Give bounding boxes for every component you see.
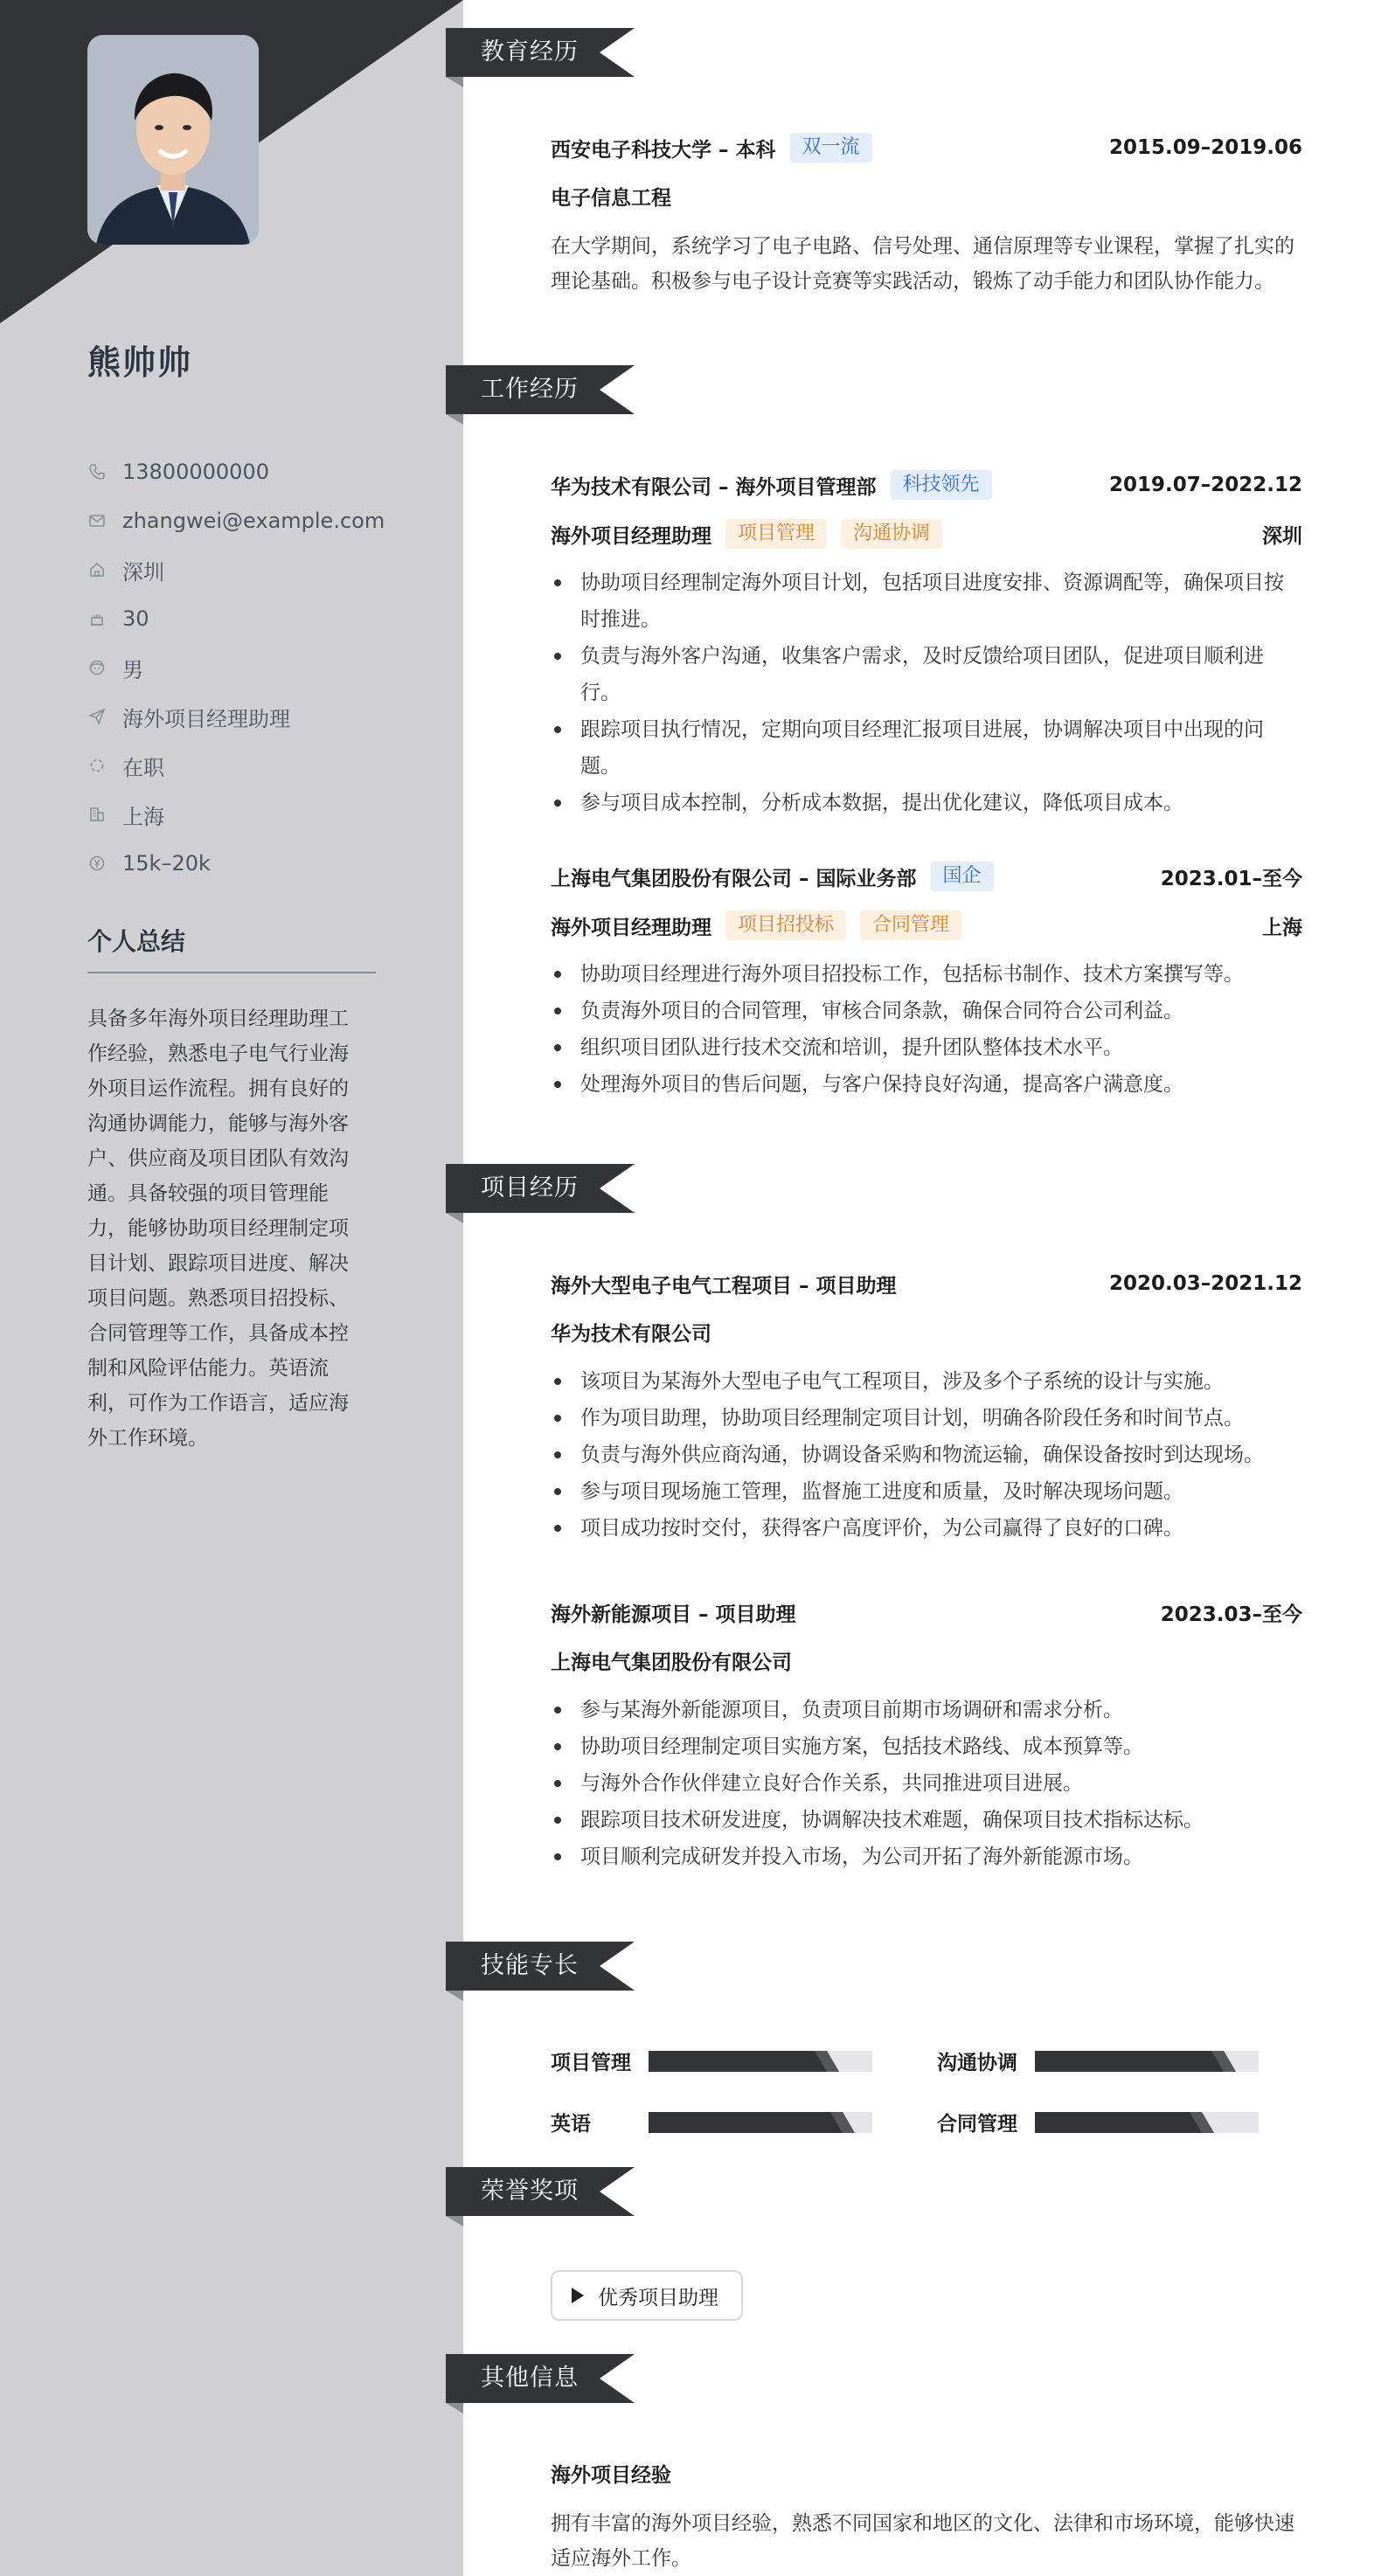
work-1-header — [551, 468, 1302, 502]
home-icon — [87, 560, 107, 579]
summary-divider — [87, 972, 376, 973]
contact-age — [87, 594, 385, 643]
skill-item — [937, 2108, 1259, 2136]
skill-name: 沟通协调 — [937, 2052, 1017, 2074]
skill-item — [551, 2108, 872, 2136]
project-1-date: 2020.03–2021.12 — [1108, 1272, 1302, 1295]
project-1-bullets — [551, 1363, 1302, 1547]
list-item: 协助项目经理进行海外项目招投标工作，包括标书制作、技术方案撰写等。 — [551, 956, 1302, 993]
sidebar — [0, 0, 463, 2576]
work-2-city: 上海 — [1262, 916, 1302, 939]
send-icon — [87, 707, 107, 726]
section-header-other — [446, 2354, 638, 2403]
section-title-skills: 技能专长 — [481, 1952, 579, 1979]
list-item: 该项目为某海外大型电子电气工程项目，涉及多个子系统的设计与实施。 — [551, 1363, 1302, 1400]
skill-bar-fill — [1035, 2051, 1236, 2072]
education-tag: 双一流 — [790, 133, 872, 163]
contact-city — [87, 790, 385, 839]
other-description: 拥有丰富的海外项目经验，熟悉不同国家和地区的文化、法律和市场环境，能够快速适应海外工作。 — [551, 2512, 1294, 2570]
contact-salary — [87, 839, 385, 888]
education-date: 2015.09–2019.06 — [1108, 136, 1302, 159]
section-title-projects: 项目经历 — [481, 1174, 579, 1201]
contact-city-text: 上海 — [122, 804, 164, 829]
contact-gender-text: 男 — [122, 657, 143, 682]
work-1-role: 海外项目经理助理 — [551, 524, 711, 548]
section-title-other: 其他信息 — [481, 2365, 579, 2392]
summary-title: 个人总结 — [87, 927, 186, 956]
work-1-company: 华为技术有限公司 – 海外项目管理部 — [551, 475, 877, 499]
money-icon — [87, 854, 107, 873]
skill-bar-fill — [649, 2112, 855, 2133]
education-description: 在大学期间，系统学习了电子电路、信号处理、通信原理等专业课程，掌握了扎实的理论基础。积极参与电子设计竞赛等实践活动，锻炼了动手能力和团队协作能力。 — [551, 235, 1294, 293]
skill-name: 英语 — [551, 2113, 591, 2136]
project-2-company: 上海电气集团股份有限公司 — [551, 1652, 792, 1674]
list-item: 处理海外项目的售后问题，与客户保持良好沟通，提高客户满意度。 — [551, 1066, 1302, 1103]
education-header — [551, 131, 1302, 164]
skill-level-bar — [1035, 2112, 1259, 2133]
mail-icon — [87, 511, 107, 530]
contact-status — [87, 741, 385, 790]
work-2-skill-tag: 合同管理 — [860, 911, 961, 940]
contact-gender — [87, 643, 385, 692]
contact-location — [87, 545, 385, 594]
award-label: 优秀项目助理 — [598, 2286, 718, 2309]
list-item: 项目成功按时交付，获得客户高度评价，为公司赢得了良好的口碑。 — [551, 1510, 1302, 1547]
list-item: 跟踪项目执行情况，定期向项目经理汇报项目进展，协调解决项目中出现的问题。 — [551, 711, 1302, 785]
list-item: 负责与海外供应商沟通，协调设备采购和物流运输，确保设备按时到达现场。 — [551, 1437, 1302, 1473]
list-item: 负责与海外客户沟通，收集客户需求，及时反馈给项目团队，促进项目顺利进行。 — [551, 638, 1302, 711]
other-title: 海外项目经验 — [551, 2464, 671, 2487]
contact-phone-text: 13800000000 — [122, 460, 269, 484]
list-item: 跟踪项目技术研发进度，协调解决技术难题，确保项目技术指标达标。 — [551, 1802, 1302, 1839]
contact-salary-text: 15k–20k — [122, 851, 211, 876]
section-title-awards: 荣誉奖项 — [481, 2178, 579, 2205]
skill-level-bar — [649, 2112, 872, 2133]
list-item: 参与项目现场施工管理，监督施工进度和质量，及时解决现场问题。 — [551, 1473, 1302, 1510]
education-major: 电子信息工程 — [551, 187, 671, 210]
contact-target-role-text: 海外项目经理助理 — [122, 706, 290, 731]
contact-phone — [87, 447, 385, 496]
work-1-tag: 科技领先 — [891, 470, 992, 500]
work-2-company: 上海电气集团股份有限公司 – 国际业务部 — [551, 867, 917, 890]
work-2-date: 2023.01–至今 — [1160, 867, 1302, 890]
contact-location-text: 深圳 — [122, 559, 164, 585]
avatar — [87, 35, 259, 245]
section-header-awards — [446, 2167, 638, 2216]
skill-level-bar — [649, 2051, 872, 2072]
list-item: 协助项目经理制定项目实施方案，包括技术路线、成本预算等。 — [551, 1728, 1302, 1765]
list-item: 负责海外项目的合同管理，审核合同条款，确保合同符合公司利益。 — [551, 993, 1302, 1029]
project-2-bullets — [551, 1692, 1302, 1875]
building-icon — [87, 805, 107, 824]
skill-bar-fill — [1035, 2112, 1214, 2133]
work-1-role-row — [551, 517, 1302, 551]
work-1-date: 2019.07–2022.12 — [1108, 474, 1302, 496]
list-item: 作为项目助理，协助项目经理制定项目计划，明确各阶段任务和时间节点。 — [551, 1400, 1302, 1437]
section-title-education: 教育经历 — [481, 38, 579, 66]
work-2-skill-tag: 项目招投标 — [725, 911, 846, 940]
list-item: 协助项目经理制定海外项目计划，包括项目进度安排、资源调配等，确保项目按时推进。 — [551, 564, 1302, 638]
list-item: 项目顺利完成研发并投入市场，为公司开拓了海外新能源市场。 — [551, 1839, 1302, 1875]
project-2-header — [551, 1596, 1302, 1629]
project-1-title: 海外大型电子电气工程项目 – 项目助理 — [551, 1274, 897, 1298]
skill-level-bar — [1035, 2051, 1259, 2072]
project-2-date: 2023.03–至今 — [1160, 1603, 1302, 1626]
skill-item — [551, 2046, 872, 2075]
project-2-title: 海外新能源项目 – 项目助理 — [551, 1603, 796, 1626]
contact-email-text: zhangwei@example.com — [122, 509, 385, 533]
work-1-skill-tag: 沟通协调 — [841, 519, 942, 549]
work-1-bullets — [551, 564, 1302, 821]
section-title-work: 工作经历 — [481, 376, 579, 403]
work-2-role-row — [551, 909, 1302, 942]
project-1-company: 华为技术有限公司 — [551, 1323, 711, 1346]
list-item: 组织项目团队进行技术交流和培训，提升团队整体技术水平。 — [551, 1029, 1302, 1066]
contact-email — [87, 496, 385, 545]
candidate-name: 熊帅帅 — [87, 343, 193, 382]
skill-item — [937, 2046, 1259, 2075]
contact-status-text: 在职 — [122, 755, 164, 780]
work-2-bullets — [551, 956, 1302, 1103]
status-icon — [87, 756, 107, 775]
education-school: 西安电子科技大学 – 本科 — [551, 138, 776, 162]
section-header-projects — [446, 1164, 638, 1213]
avatar-portrait — [87, 35, 259, 245]
work-1-city: 深圳 — [1262, 524, 1302, 548]
work-1-skill-tag: 项目管理 — [725, 519, 827, 549]
project-1-header — [551, 1267, 1302, 1300]
award-badge — [551, 2270, 743, 2321]
skill-name: 项目管理 — [551, 2052, 631, 2074]
contact-list — [87, 447, 385, 888]
play-triangle-icon — [572, 2288, 584, 2303]
contact-target-role — [87, 692, 385, 741]
phone-icon — [87, 462, 107, 481]
gender-icon — [87, 658, 107, 677]
section-header-education — [446, 28, 638, 77]
section-header-skills — [446, 1942, 638, 1991]
list-item: 参与某海外新能源项目，负责项目前期市场调研和需求分析。 — [551, 1692, 1302, 1728]
work-2-role: 海外项目经理助理 — [551, 916, 711, 939]
work-2-header — [551, 860, 1302, 893]
list-item: 与海外合作伙伴建立良好合作关系，共同推进项目进展。 — [551, 1765, 1302, 1802]
skill-name: 合同管理 — [937, 2113, 1017, 2136]
age-icon — [87, 609, 107, 628]
list-item: 参与项目成本控制，分析成本数据，提出优化建议，降低项目成本。 — [551, 785, 1302, 821]
section-header-work — [446, 365, 638, 414]
contact-age-text: 30 — [122, 606, 149, 631]
summary-text: 具备多年海外项目经理助理工作经验，熟悉电子电气行业海外项目运作流程。拥有良好的沟通协调能力，能够与海外客户、供应商及项目团队有效沟通。具备较强的项目管理能力，能够协助项目经理制定项目计划、跟踪项目进度、解决项目问题。熟悉项目招投标、合同管理等工作，具备成本控制和风险评估能力。英语流利，可作为工作语言，适应海外工作环境。 — [87, 1008, 349, 1450]
skill-bar-fill — [649, 2051, 839, 2072]
work-2-tag: 国企 — [931, 862, 994, 891]
